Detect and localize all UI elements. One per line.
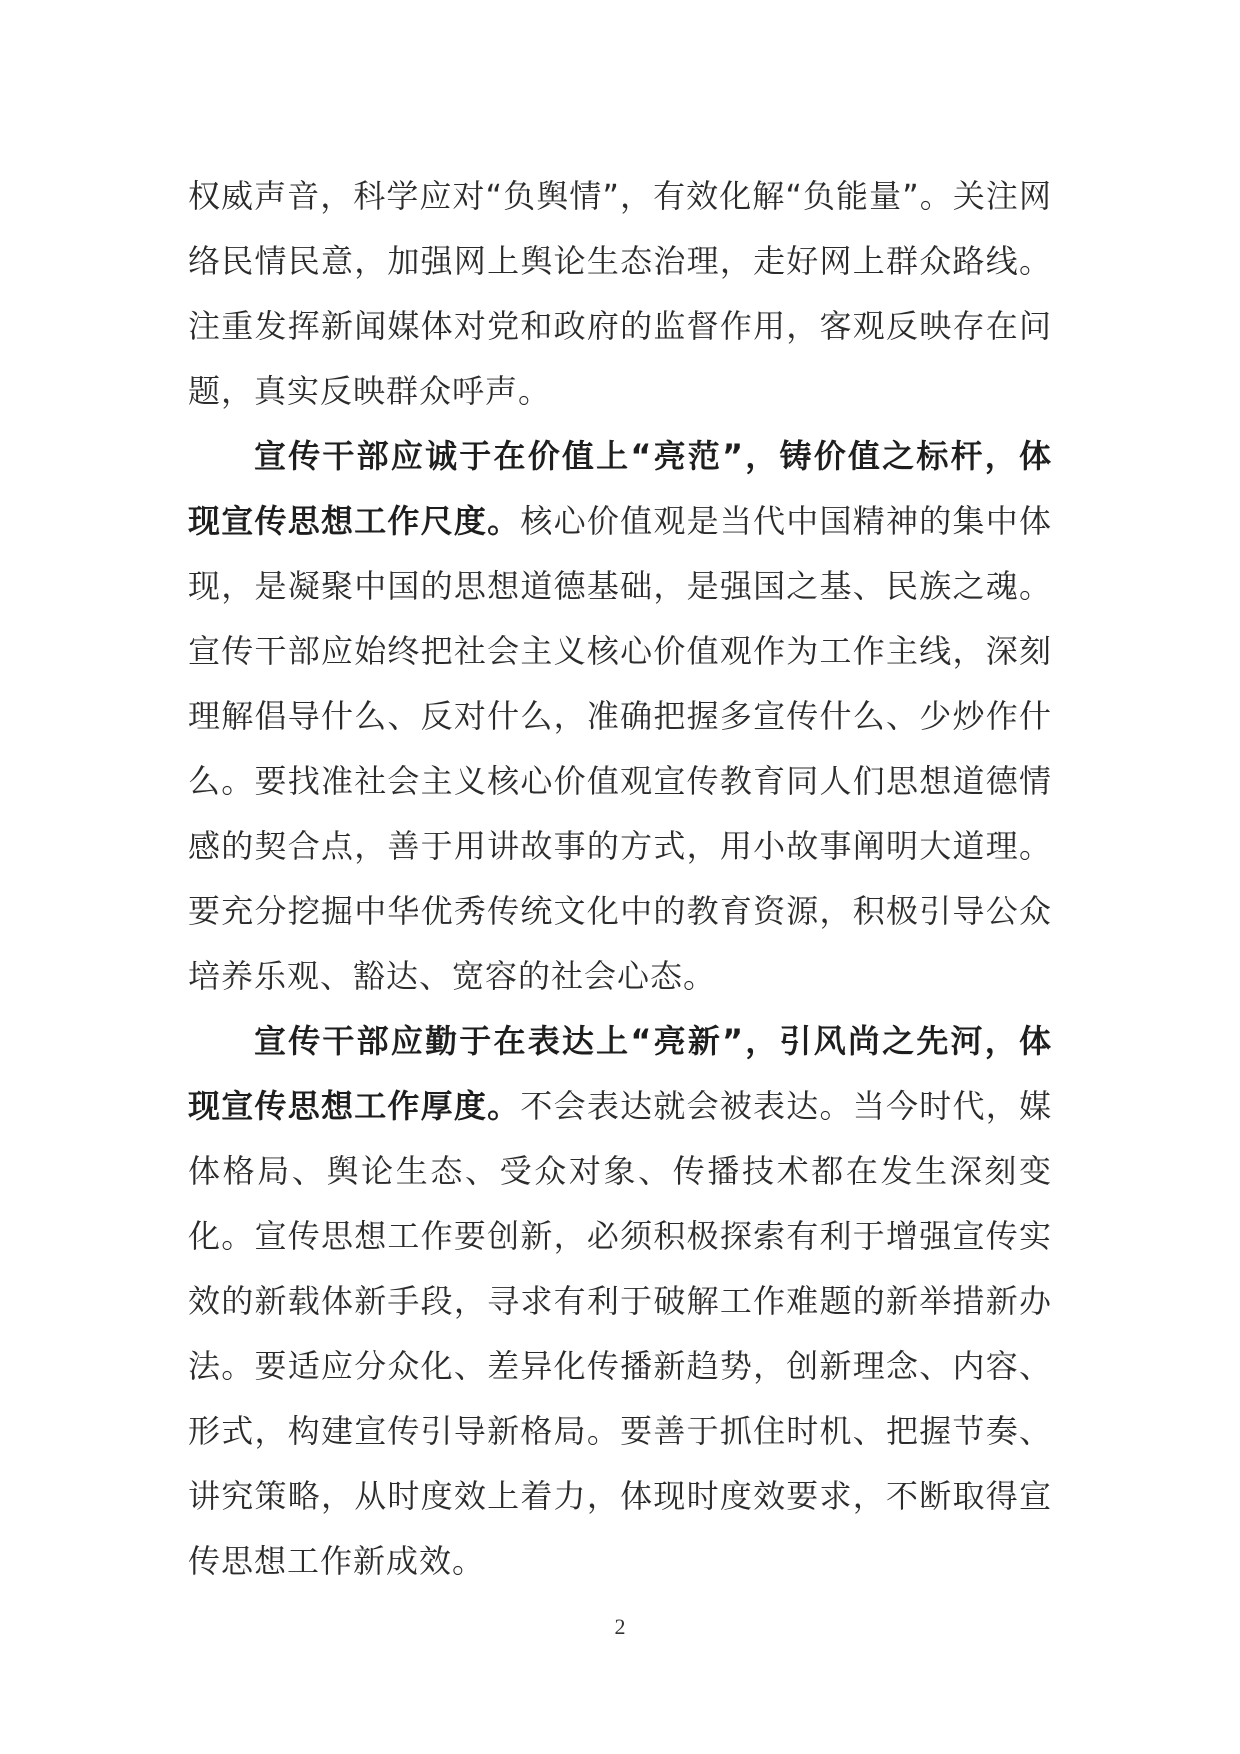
paragraph-2 [188,424,1052,1009]
paragraph-1-text: 权威声音，科学应对“负舆情”，有效化解“负能量”。关注网络民情民意，加强网上舆论生态治理，走好网上群众路线。注重发挥新闻媒体对党和政府的监督作用，客观反映存在问题，真实反映群众呼声。 [188,177,1052,410]
page-number: 2 [614,1614,626,1639]
paragraph-3 [188,1009,1052,1594]
paragraph-2-text: 核心价值观是当代中国精神的集中体现，是凝聚中国的思想道德基础，是强国之基、民族之魂。宣传干部应始终把社会主义核心价值观作为工作主线，深刻理解倡导什么、反对什么，准确把握多宣传什么、少炒作什么。要找准社会主义核心价值观宣传教育同人们思想道德情感的契合点，善于用讲故事的方式，用小故事阐明大道理。要充分挖掘中华优秀传统文化中的教育资源，积极引导公众培养乐观、豁达、宽容的社会心态。 [188,502,1052,995]
paragraph-1 [188,164,1052,424]
document-body [188,164,1052,1594]
paragraph-3-heading: 宣传干部应勤于在表达上“亮新”，引风尚之先河，体现宣传思想工作厚度。 [188,1022,1052,1125]
paragraph-3-text: 不会表达就会被表达。当今时代，媒体格局、舆论生态、受众对象、传播技术都在发生深刻变化。宣传思想工作要创新，必须积极探索有利于增强宣传实效的新载体新手段，寻求有利于破解工作难题的新举措新办法。要适应分众化、差异化传播新趋势，创新理念、内容、形式，构建宣传引导新格局。要善于抓住时机、把握节奏、讲究策略，从时度效上着力，体现时度效要求，不断取得宣传思想工作新成效。 [188,1087,1052,1580]
paragraph-2-heading: 宣传干部应诚于在价值上“亮范”，铸价值之标杆，体现宣传思想工作尺度。 [188,437,1052,540]
